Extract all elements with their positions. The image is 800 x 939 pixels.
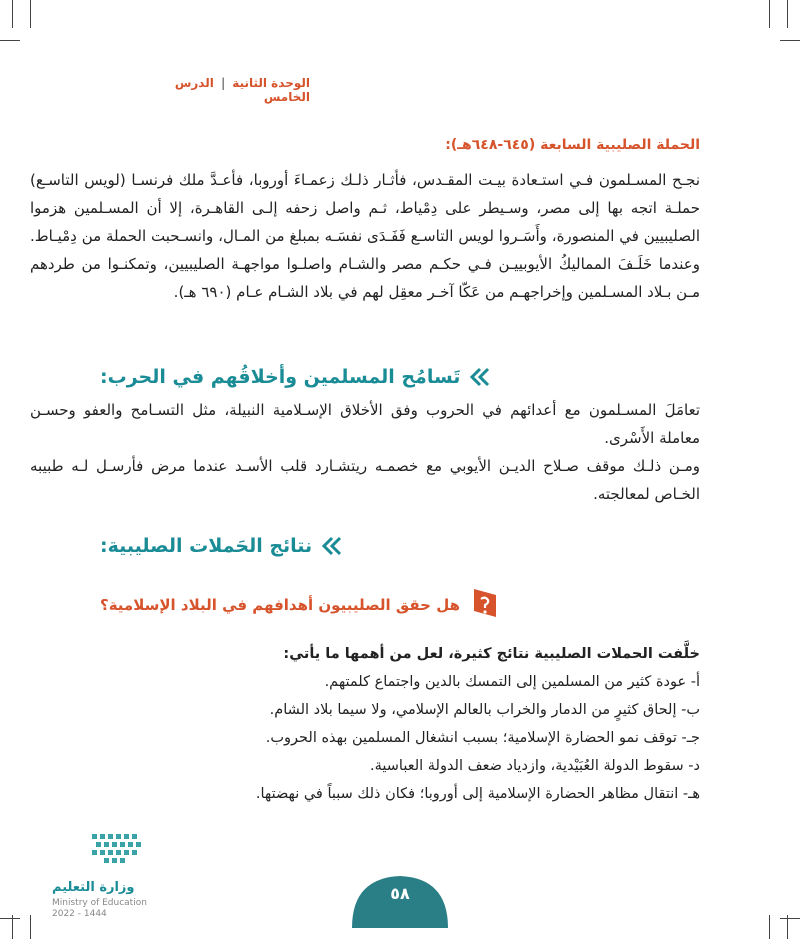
crop-mark (787, 0, 788, 28)
crop-mark (780, 40, 800, 41)
crop-mark (30, 915, 31, 939)
question-icon (470, 585, 500, 625)
paragraph-tolerance: تعامَلَ المسـلمون مع أعدائهم في الحروب وفق الأخلاق الإسـلامية النبيلة، مثل التسـامح والعفو وحسـن معاملة الأَسْرى. (30, 401, 700, 447)
crop-mark (0, 40, 20, 41)
header-lesson: الدرس الخامس (174, 76, 310, 104)
question-text: هل حقق الصليبيون أهدافهم في البلاد الإسلامية؟ (100, 596, 460, 614)
header-unit: الوحدة الثانية (232, 76, 310, 90)
ministry-logo (40, 828, 170, 908)
edition-year: 2022 - 1444 (52, 909, 107, 919)
crop-mark (769, 915, 770, 939)
paragraph-saladin: ومـن ذلـك موقف صـلاح الديـن الأيوبي مع خصمـه ريتشـارد قلب الأسـد عندما مرض فأرسـل لـه طبيبه الخـاص لمعالجته. (30, 457, 700, 503)
list-item: أ- عودة كثير من المسلمين إلى التمسك بالدين واجتماع كلمتهم. (324, 674, 700, 690)
ministry-name-ar: وزارة التعليم (52, 880, 135, 895)
section-title-seventh-crusade: الحملة الصليبية السابعة (٦٤٥-٦٤٨هـ): (445, 137, 700, 153)
results-lead: خلَّفت الحملات الصليبية نتائج كثيرة، لعل من أهمها ما يأتي: (283, 646, 700, 662)
results-list (100, 640, 700, 808)
running-header (140, 76, 310, 104)
header-separator: | (221, 76, 226, 90)
crop-mark (12, 0, 13, 28)
crop-mark (769, 0, 770, 28)
double-chevron-icon (468, 367, 490, 387)
section-title-tolerance: تَسامُح المسلمين وأخلاقُهم في الحرب: (100, 366, 461, 388)
double-chevron-icon (320, 536, 342, 556)
list-item: د- سقوط الدولة العُبَيْدية، وازدياد ضعف الدولة العباسية. (370, 758, 700, 774)
page-number-badge (350, 868, 450, 928)
crop-mark (0, 918, 20, 919)
question-box (100, 585, 700, 625)
crop-mark (780, 918, 800, 919)
page-number: ٥٨ (390, 884, 410, 903)
ministry-name-en: Ministry of Education (52, 898, 147, 908)
section-heading-tolerance (100, 366, 700, 388)
list-item: هـ- انتقال مظاهر الحضارة الإسلامية إلى أوروبا؛ فكان ذلك سبباً في نهضتها. (255, 786, 700, 802)
section-heading-results (100, 535, 700, 557)
crop-mark (30, 0, 31, 28)
section-title-results: نتائج الحَملات الصليبية: (100, 535, 313, 557)
paragraph-seventh-crusade: نجـح المسـلمون فـي استـعادة بيـت المقـدس، فأثـار ذلـك زعمـاءَ أوروبا، فأعـدَّ ملك فرنسـا (لويس التاسـع) حملـة اتجه بها إلى مصر، وسـيطر على دِمْياط، ثـم واصل زحفه إلـى القاهـرة، إلا أن المسـلمين هزموا الصليبيين في المنصورة، وأَسَـروا لويس التاسـع فَفَـدَى نفسَـه بمبلغ من المـال، وانسـحبت الحملة من دِمْيـاط. وعندما خَلَـفَ المماليكُ الأيوبييـن فـي حكـم مصر والشـام واصلـوا مواجهـة الصليبيين، وتمكنـوا من طردهم مـن بـلاد المسـلمين وإخراجهـم من عَكّا آخـر معقِل لهم في بلاد الشـام عـام (٦٩٠ هـ). (30, 171, 700, 301)
list-item: ب- إلحاق كثيرٍ من الدمار والخراب بالعالم الإسلامي، ولا سيما بلاد الشام. (269, 702, 700, 718)
list-item: جـ- توقف نمو الحضارة الإسلامية؛ بسبب انشغال المسلمين بهذه الحروب. (265, 730, 700, 746)
